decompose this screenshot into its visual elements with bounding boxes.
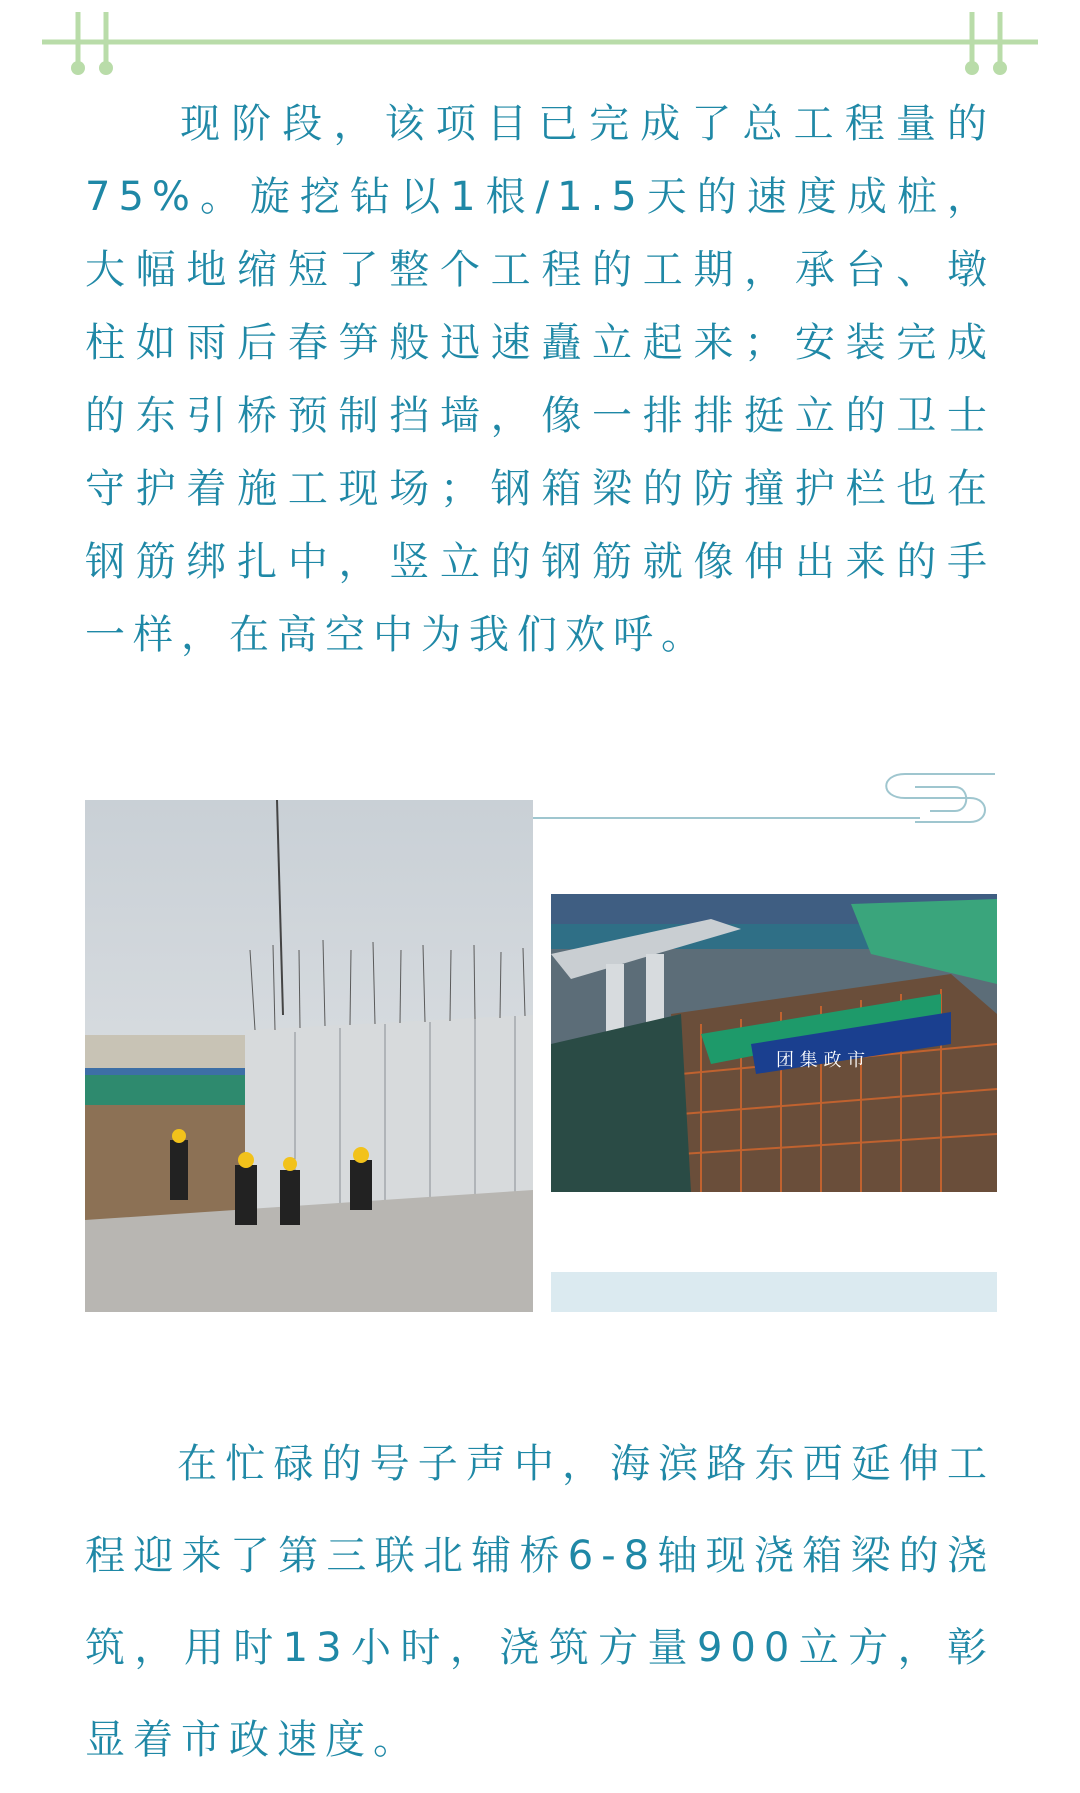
banner-text: 团 集 政 市 [776, 1050, 866, 1071]
retaining-wall-photo [85, 800, 533, 1312]
article-paragraph-2 [85, 1418, 995, 1786]
paragraph-2-text: 在忙碌的号子声中，海滨路东西延伸工程迎来了第三联北辅桥6-8轴现浇箱梁的浇筑，用时13小时，浇筑方量900立方，彰显着市政速度。 [85, 1441, 995, 1763]
top-decoration [0, 0, 1080, 90]
article-paragraph-1 [85, 88, 995, 672]
caption-band [551, 1272, 997, 1312]
paragraph-1-text: 现阶段，该项目已完成了总工程量的75%。旋挖钻以1根/1.5天的速度成桩，大幅地缩短了整个工程的工期，承台、墩柱如雨后春笋般迅速矗立起来；安装完成的东引桥预制挡墙，像一排排挺立的卫士守护着施工现场；钢箱梁的防撞护栏也在钢筋绑扎中，竖立的钢筋就像伸出来的手一样，在高空中为我们欢呼。 [85, 101, 995, 658]
bridge-construction-photo [551, 894, 997, 1192]
